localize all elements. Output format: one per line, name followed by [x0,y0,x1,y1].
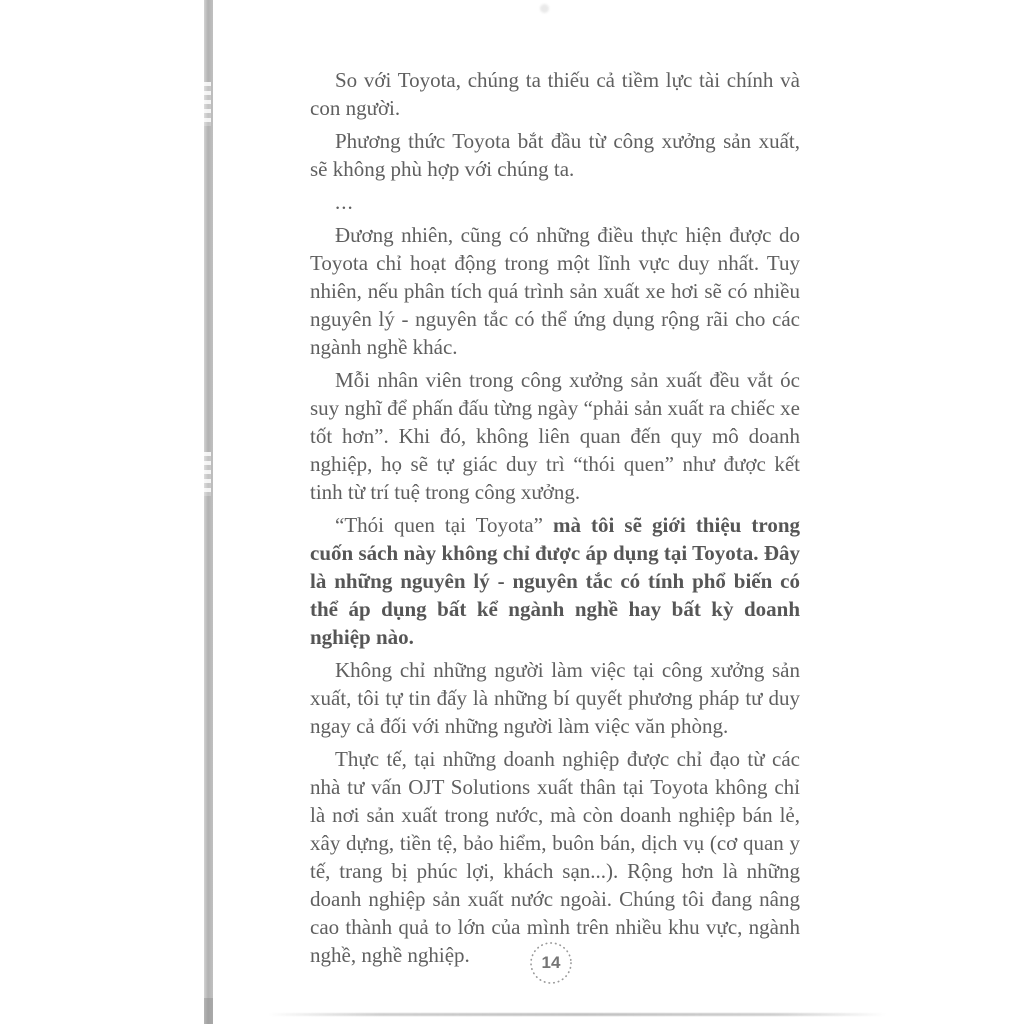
page-text-block [310,66,800,974]
page-number: 14 [541,953,561,972]
body-paragraph: Phương thức Toyota bắt đầu từ công xưởng sản xuất, sẽ không phù hợp với chúng ta. [310,129,800,181]
ellipsis-paragraph: ... [335,190,354,214]
quote-lead: “Thói quen tại Toyota” [335,513,553,537]
spine-perforation-top [203,82,211,126]
page-number-badge [528,940,574,986]
scan-artifact [540,4,549,13]
body-paragraph-emphasis [310,511,800,651]
spine-bottom-shade [204,998,213,1024]
body-paragraph: Đương nhiên, cũng có những điều thực hiện được do Toyota chỉ hoạt động trong một lĩnh vực duy nhất. Tuy nhiên, nếu phân tích quá trình sản xuất xe hơi sẽ có nhiều nguyên lý - nguyên tắc có thể ứng dụng rộng rãi cho các ngành nghề khác. [310,223,800,359]
body-paragraph: Không chỉ những người làm việc tại công xưởng sản xuất, tôi tự tin đấy là những bí quyết phương pháp tư duy ngay cả đối với những người làm việc văn phòng. [310,658,800,738]
body-paragraph: Thực tế, tại những doanh nghiệp được chỉ đạo từ các nhà tư vấn OJT Solutions xuất thân tại Toyota không chỉ là nơi sản xuất trong nước, mà còn doanh nghiệp bán lẻ, xây dựng, tiền tệ, bảo hiểm, buôn bán, dịch vụ (cơ quan y tế, trang bị phúc lợi, khách sạn...). Rộng hơn là những doanh nghiệp sản xuất nước ngoài. Chúng tôi đang nâng cao thành quả to lớn của mình trên nhiều khu vực, ngành nghề, nghề nghiệp. [310,747,800,967]
book-spine-bar [204,0,213,1024]
page-edge-shadow [268,1013,886,1016]
bold-run: mà tôi sẽ giới thiệu trong cuốn sách này không chỉ được áp dụng tại Toyota. Đây là những nguyên lý - nguyên tắc có tính phổ biến có thể áp dụng bất kể ngành nghề hay bất kỳ doanh nghiệp nào. [310,513,800,649]
body-paragraph: Mỗi nhân viên trong công xưởng sản xuất đều vắt óc suy nghĩ để phấn đấu từng ngày “phải sản xuất ra chiếc xe tốt hơn”. Khi đó, không liên quan đến quy mô doanh nghiệp, họ sẽ tự giác duy trì “thói quen” như được kết tinh từ trí tuệ trong công xưởng. [310,368,800,504]
spine-perforation-middle [203,452,211,496]
body-paragraph: So với Toyota, chúng ta thiếu cả tiềm lực tài chính và con người. [310,68,800,120]
